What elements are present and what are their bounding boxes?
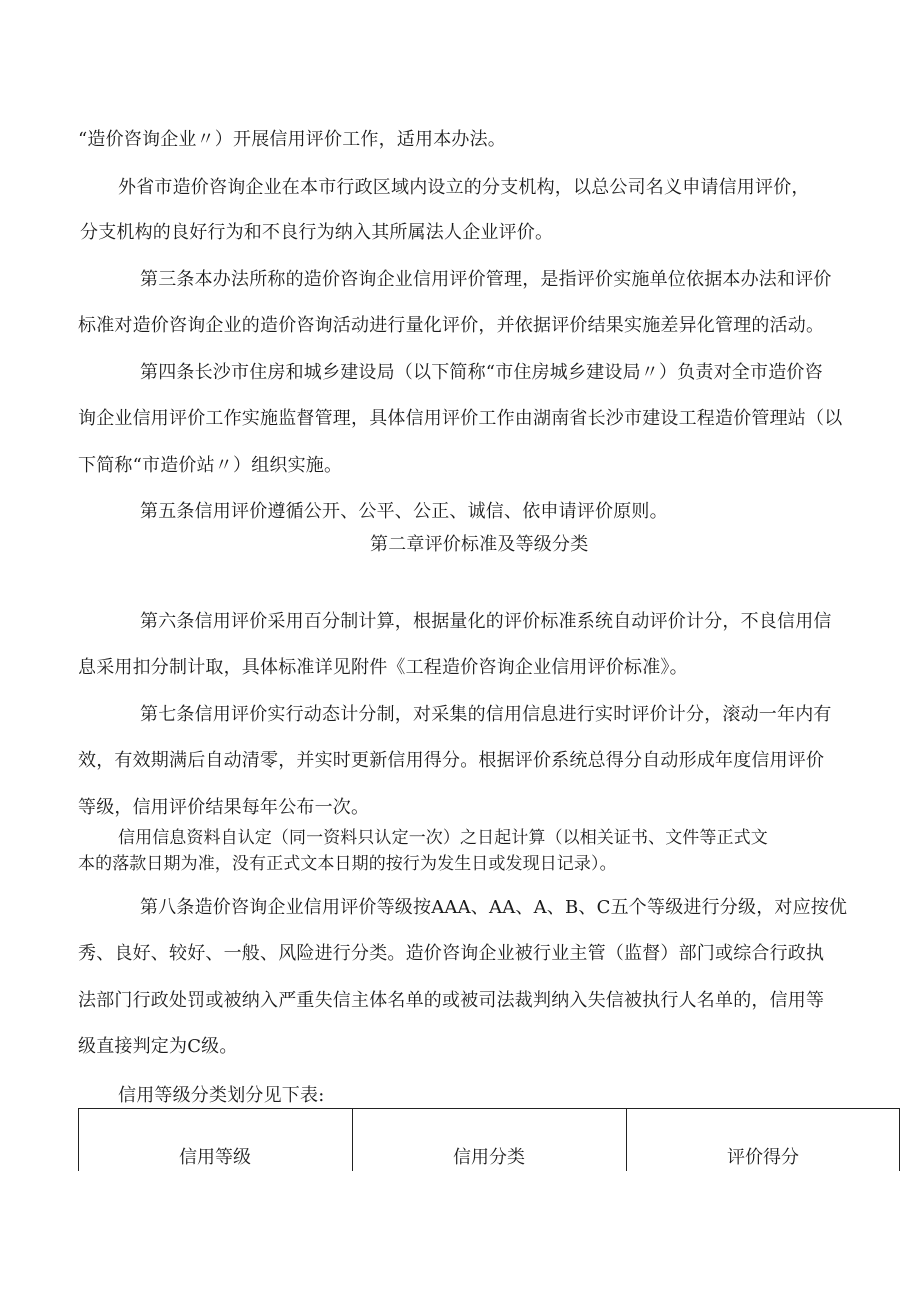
- paragraph-line: 分支机构的良好行为和不良行为纳入其所属法人企业评价。: [80, 222, 554, 243]
- table-intro: 信用等级分类划分见下表:: [118, 1085, 325, 1106]
- paragraph-line: 第五条信用评价遵循公开、公平、公正、诚信、依申请评价原则。: [140, 501, 668, 522]
- paragraph-line: 息采用扣分制计取，具体标准详见附件《工程造价咨询企业信用评价标准》。: [78, 657, 688, 678]
- paragraph-line: 级直接判定为C级。: [78, 1036, 238, 1057]
- paragraph-line: 第七条信用评价实行动态计分制，对采集的信用信息进行实时评价计分，滚动一年内有: [140, 704, 832, 725]
- paragraph-line: “造价咨询企业〃）开展信用评价工作，适用本办法。: [78, 129, 506, 150]
- table-header-credit-grade: 信用等级: [179, 1147, 251, 1168]
- paragraph-line: 等级，信用评价结果每年公布一次。: [78, 797, 370, 818]
- table-header-evaluation-score: 评价得分: [727, 1147, 799, 1168]
- paragraph-line: 下简称“市造价站〃）组织实施。: [78, 455, 343, 476]
- paragraph-line: 秀、良好、较好、一般、风险进行分类。造价咨询企业被行业主管（监督）部门或综合行政执: [78, 943, 825, 964]
- paragraph-line: 标准对造价咨询企业的造价咨询活动进行量化评价，并依据评价结果实施差异化管理的活动。: [78, 315, 825, 336]
- chapter-heading: 第二章评价标准及等级分类: [370, 534, 589, 555]
- paragraph-line: 外省市造价咨询企业在本市行政区域内设立的分支机构，以总公司名义申请信用评价，: [118, 177, 810, 198]
- paragraph-line: 询企业信用评价工作实施监督管理，具体信用评价工作由湖南省长沙市建设工程造价管理站（以: [78, 408, 843, 429]
- paragraph-line: 第六条信用评价采用百分制计算，根据量化的评价标准系统自动评价计分，不良信用信: [140, 611, 832, 632]
- credit-grade-table: [78, 1108, 900, 1171]
- paragraph-line: 效，有效期满后自动清零，并实时更新信用得分。根据评价系统总得分自动形成年度信用评价: [78, 750, 825, 771]
- paragraph-line: 法部门行政处罚或被纳入严重失信主体名单的或被司法裁判纳入失信被执行人名单的，信用等: [78, 990, 825, 1011]
- paragraph-line: 第八条造价咨询企业信用评价等级按AAA、AA、A、B、C五个等级进行分级，对应按优: [140, 897, 848, 918]
- paragraph-line: 第三条本办法所称的造价咨询企业信用评价管理，是指评价实施单位依据本办法和评价: [140, 269, 832, 290]
- paragraph-line: 第四条长沙市住房和城乡建设局（以下简称“市住房城乡建设局〃）负责对全市造价咨: [140, 362, 823, 383]
- paragraph-line: 信用信息资料自认定（同一资料只认定一次）之日起计算（以相关证书、文件等正式文: [118, 828, 768, 848]
- paragraph-line: 本的落款日期为准，没有正式文本日期的按行为发生日或发现日记录）。: [78, 854, 617, 874]
- table-header-credit-category: 信用分类: [453, 1147, 525, 1168]
